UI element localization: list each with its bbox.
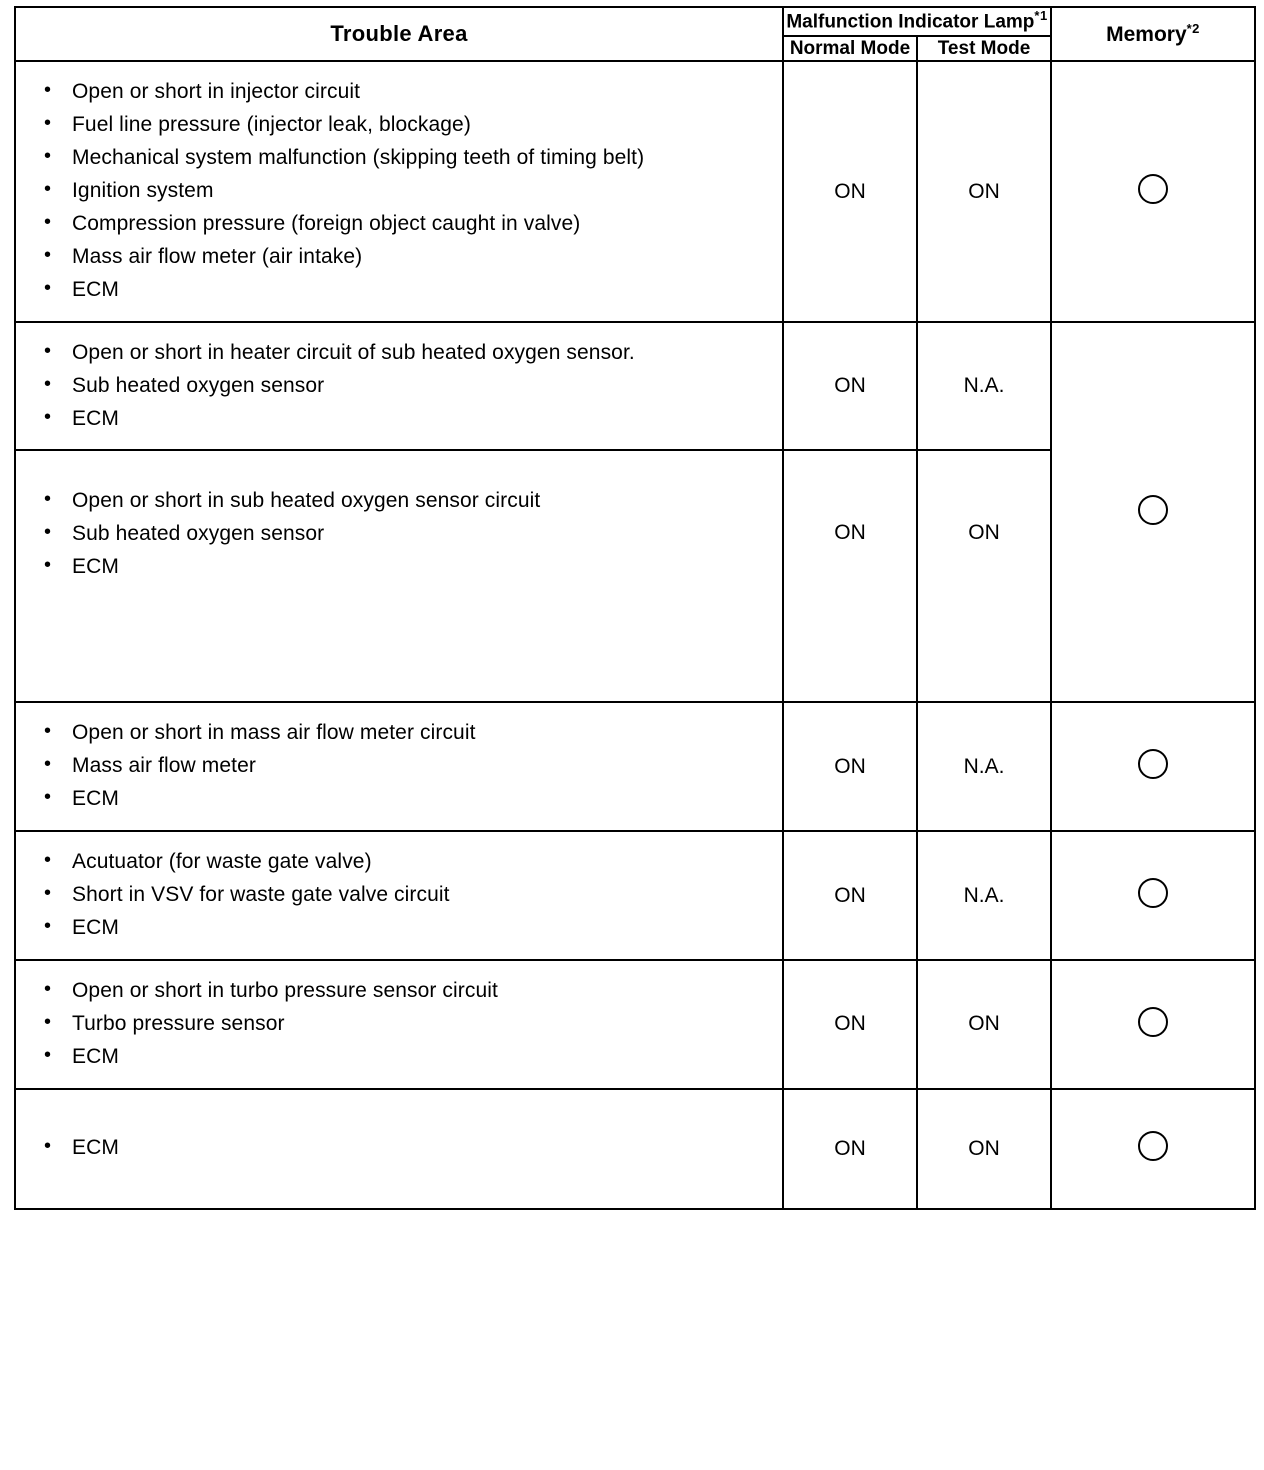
header-memory-label: Memory xyxy=(1106,23,1187,47)
memory-value xyxy=(1051,702,1255,831)
trouble-area-cell xyxy=(15,831,783,960)
circle-icon xyxy=(1138,878,1168,908)
header-mil-label: Malfunction Indicator Lamp xyxy=(786,11,1035,33)
list-item: • ECM xyxy=(38,551,772,583)
header-trouble-area-label: Trouble Area xyxy=(330,21,468,47)
test-mode-value: ON xyxy=(917,61,1051,321)
list-item: • Sub heated oxygen sensor xyxy=(38,370,772,402)
circle-icon xyxy=(1138,495,1168,525)
table-row xyxy=(15,1089,1255,1209)
header-test-mode: Test Mode xyxy=(917,36,1051,62)
list-item: • Compression pressure (foreign object caught in valve) xyxy=(38,208,772,240)
list-item: • ECM xyxy=(38,274,772,306)
list-item: • ECM xyxy=(38,783,772,815)
normal-mode-value: ON xyxy=(783,960,917,1089)
table-row xyxy=(15,960,1255,1089)
test-mode-value: ON xyxy=(917,450,1051,702)
diagnostic-trouble-code-table xyxy=(14,6,1256,1210)
list-item: • Mechanical system malfunction (skipping teeth of timing belt) xyxy=(38,142,772,174)
header-memory-footnote: *2 xyxy=(1186,21,1200,37)
test-mode-value: N.A. xyxy=(917,831,1051,960)
test-mode-value: N.A. xyxy=(917,322,1051,451)
table-row xyxy=(15,61,1255,321)
list-item: • Open or short in injector circuit xyxy=(38,76,772,108)
list-item: • ECM xyxy=(38,403,772,435)
circle-icon xyxy=(1138,174,1168,204)
test-mode-value: ON xyxy=(917,960,1051,1089)
normal-mode-value: ON xyxy=(783,450,917,702)
list-item: • ECM xyxy=(38,1132,772,1164)
trouble-area-cell xyxy=(15,322,783,451)
memory-value xyxy=(1051,61,1255,321)
normal-mode-value: ON xyxy=(783,322,917,451)
trouble-area-cell xyxy=(15,450,783,702)
memory-value xyxy=(1051,322,1255,703)
table-row xyxy=(15,322,1255,451)
list-item: • Mass air flow meter (air intake) xyxy=(38,241,772,273)
trouble-area-list xyxy=(16,961,782,1088)
list-item: • Sub heated oxygen sensor xyxy=(38,518,772,550)
normal-mode-value: ON xyxy=(783,831,917,960)
trouble-area-list xyxy=(16,703,782,830)
memory-value xyxy=(1051,960,1255,1089)
list-item: • Ignition system xyxy=(38,175,772,207)
trouble-area-cell xyxy=(15,702,783,831)
circle-icon xyxy=(1138,1131,1168,1161)
table-row xyxy=(15,702,1255,831)
memory-value xyxy=(1051,831,1255,960)
trouble-area-list xyxy=(16,832,782,959)
list-item: • Short in VSV for waste gate valve circuit xyxy=(38,879,772,911)
list-item: • Open or short in heater circuit of sub heated oxygen sensor. xyxy=(38,337,772,369)
circle-icon xyxy=(1138,749,1168,779)
normal-mode-value: ON xyxy=(783,61,917,321)
test-mode-value: N.A. xyxy=(917,702,1051,831)
list-item: • Mass air flow meter xyxy=(38,750,772,782)
table-row xyxy=(15,831,1255,960)
list-item: • Open or short in mass air flow meter circuit xyxy=(38,717,772,749)
list-item: • Acutuator (for waste gate valve) xyxy=(38,846,772,878)
trouble-area-list xyxy=(16,1118,782,1179)
trouble-area-cell xyxy=(15,1089,783,1209)
header-memory xyxy=(1051,7,1255,61)
trouble-area-cell xyxy=(15,960,783,1089)
trouble-area-cell xyxy=(15,61,783,321)
memory-value xyxy=(1051,1089,1255,1209)
list-item: • Open or short in sub heated oxygen sensor circuit xyxy=(38,485,772,517)
list-item: • Turbo pressure sensor xyxy=(38,1008,772,1040)
normal-mode-value: ON xyxy=(783,1089,917,1209)
header-trouble-area xyxy=(15,7,783,61)
normal-mode-value: ON xyxy=(783,702,917,831)
header-mil-footnote: *1 xyxy=(1034,8,1048,23)
list-item: • ECM xyxy=(38,912,772,944)
circle-icon xyxy=(1138,1007,1168,1037)
trouble-area-list xyxy=(16,62,782,320)
test-mode-value: ON xyxy=(917,1089,1051,1209)
trouble-area-list xyxy=(16,323,782,450)
header-normal-mode: Normal Mode xyxy=(783,36,917,62)
header-malfunction-indicator-lamp xyxy=(783,7,1051,36)
list-item: • Open or short in turbo pressure sensor circuit xyxy=(38,975,772,1007)
list-item: • ECM xyxy=(38,1041,772,1073)
list-item: • Fuel line pressure (injector leak, blockage) xyxy=(38,109,772,141)
table-header-row-top xyxy=(15,7,1255,36)
trouble-area-list xyxy=(16,479,782,674)
